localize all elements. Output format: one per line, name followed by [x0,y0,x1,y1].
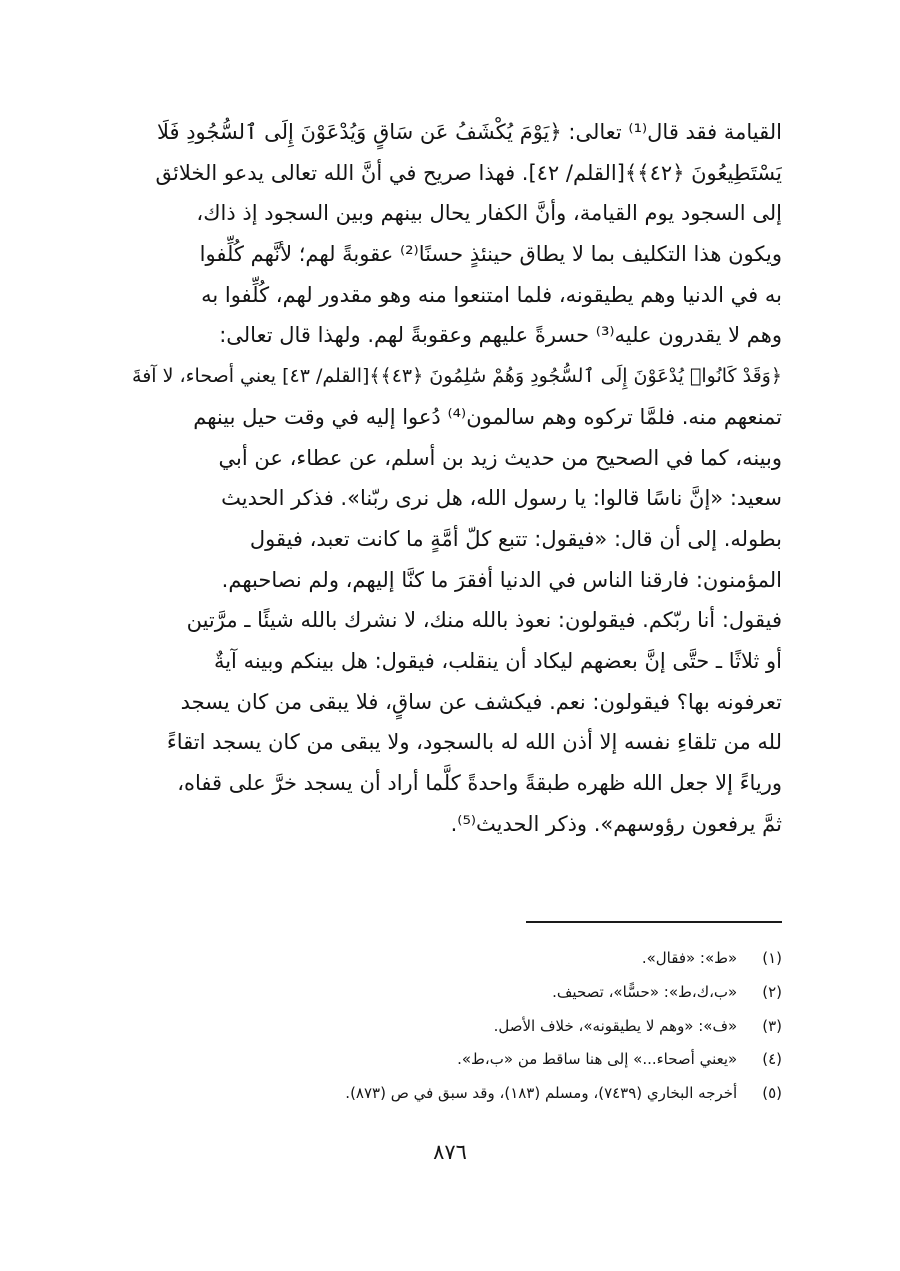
footnotes-block [118,942,782,1111]
text-line: إلى السجود يوم القيامة، وأنَّ الكفار يحال بينهم وبين السجود إذ ذاك، [196,201,782,226]
footnote-text: أخرجه البخاري (٧٤٣٩)، ومسلم (١٨٣)، وقد سبق في ص (٨٧٣). [345,1084,738,1103]
footnote-separator [526,921,782,923]
text-line: القيامة فقد قال⁽¹⁾ تعالى: ﴿يَوْمَ يُكْشَفُ عَن سَاقٍ وَيُدْعَوْنَ إِلَى ٱلسُّجُودِ فَلَا [156,120,782,144]
footnote-text: «ب،ك،ط»: «حسًّا»، تصحيف. [552,982,738,1001]
footnote-item [118,1043,782,1077]
text-line: تعرفونه بها؟ فيقولون: نعم. فيكشف عن ساقٍ، فلا يبقى من كان يسجد [180,689,782,714]
footnote-number: (٥) [762,1084,782,1103]
text-line: المؤمنون: فارقنا الناس في الدنيا أفقرَ ما كنَّا إليهم، ولم نصاحبهم. [221,567,782,592]
text-line: ورياءً إلا جعل الله ظهره طبقةً واحدةً كلَّما أراد أن يسجد خرَّ على قفاه، [177,771,782,795]
text-line: سعيد: «إنَّ ناسًا قالوا: يا رسول الله، هل نرى ربّنا». فذكر الحديث [221,486,782,511]
footnote-number: (٤) [762,1050,782,1069]
text-line: يَسْتَطِيعُونَ ﴿٤٢﴾﴾[القلم/ ٤٢]. فهذا صريح في أنَّ الله تعالى يدعو الخلائق [155,160,782,185]
text-line: تمنعهم منه. فلمَّا تركوه وهم سالمون⁽⁴⁾ دُعوا إليه في وقت حيل بينهم [193,404,782,429]
text-line: أو ثلاثًا ـ حتَّى إنَّ بعضهم ليكاد أن ينقلب، فيقول: هل بينكم وبينه آيةٌ [213,648,782,673]
text-line: به في الدنيا وهم يطيقونه، فلما امتنعوا منه وهو مقدور لهم، كُلِّفوا به [201,282,782,307]
footnote-item [118,976,782,1010]
text-line: فيقول: أنا ربّكم. فيقولون: نعوذ بالله منك، لا نشرك بالله شيئًا ـ مرَّتين [186,608,782,633]
text-line: بطوله. إلى أن قال: «فيقول: تتبع كلّ أمَّةٍ ما كانت تعبد، فيقول [249,526,782,551]
footnote-item [118,942,782,976]
footnote-text: «ط»: «فقال». [641,949,738,967]
footnote-number: (٢) [762,982,782,1001]
text-line: ثمَّ يرفعون رؤوسهم». وذكر الحديث⁽⁵⁾. [450,811,782,836]
text-line: لله من تلقاءِ نفسه إلا أذن الله له بالسجود، ولا يبقى من كان يسجد اتقاءً [166,730,782,755]
footnote-number: (٣) [762,1016,782,1035]
text-line: ويكون هذا التكليف بما لا يطاق حينئذٍ حسنًا⁽²⁾ عقوبةً لهم؛ لأنَّهم كُلِّفوا [199,242,782,267]
footnote-item [118,1077,782,1111]
main-text-block [118,112,782,844]
text-line: وبينه، كما في الصحيح من حديث زيد بن أسلم، عن عطاء، عن أبي [218,445,782,470]
page-number: ٨٧٦ [433,1140,467,1164]
text-line: وهم لا يقدرون عليه⁽³⁾ حسرةً عليهم وعقوبةً لهم. ولهذا قال تعالى: [219,323,782,348]
text-line: ﴿وَقَدْ كَانُوا۟ يُدْعَوْنَ إِلَى ٱلسُّجُودِ وَهُمْ سَٰلِمُونَ ﴿٤٣﴾﴾[القلم/ ٤٣] يعني أصحاء، لا آفةَ [132,365,782,388]
footnote-text: «يعني أصحاء...» إلى هنا ساقط من «ب،ط». [457,1050,738,1069]
footnote-number: (١) [762,949,782,967]
footnote-text: «ف»: «وهم لا يطيقونه»، خلاف الأصل. [493,1016,738,1035]
footnote-item [118,1010,782,1044]
